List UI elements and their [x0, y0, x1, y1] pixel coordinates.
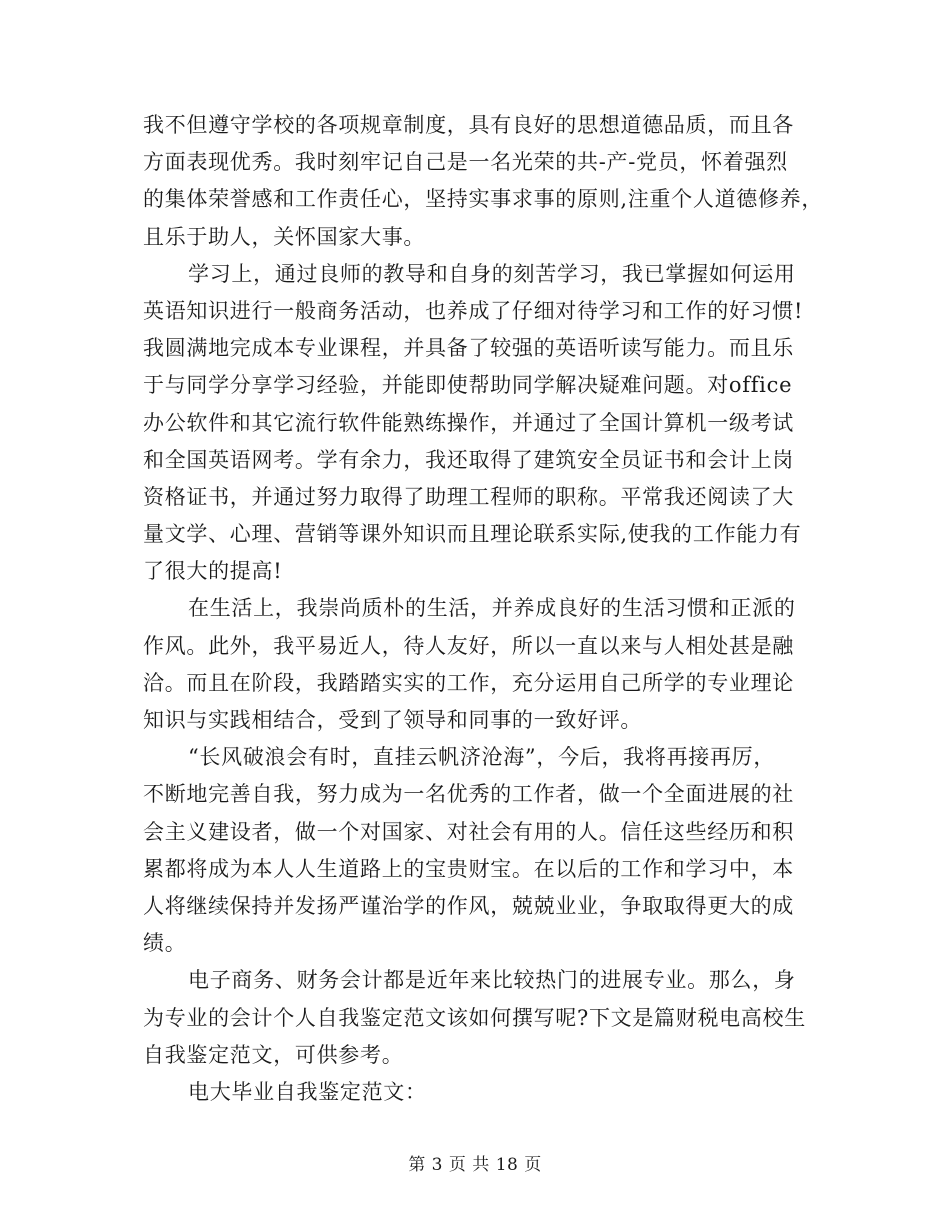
document-body — [143, 107, 843, 1111]
paragraph-life — [143, 590, 843, 739]
paragraph-future — [143, 739, 843, 962]
text-line: 了很大的提高! — [143, 559, 283, 584]
text-line: 英语知识进行一般商务活动，也养成了仔细对待学习和工作的好习惯! — [143, 298, 804, 323]
paragraph-intro — [143, 962, 843, 1074]
text-line: 人将继续保持并发扬严谨治学的作风，兢兢业业，争取取得更大的成 — [143, 893, 794, 918]
text-line: 我不但遵守学校的各项规章制度，具有良好的思想道德品质，而且各 — [143, 113, 794, 137]
text-line: 在生活上，我崇尚质朴的生活，并养成良好的生活习惯和正派的 — [188, 596, 796, 621]
text-line: 不断地完善自我，努力成为一名优秀的工作者，做一个全面进展的社 — [143, 782, 794, 807]
text-line: 为专业的会计个人自我鉴定范文该如何撰写呢?下文是篇财税电高校生 — [143, 1005, 806, 1030]
text-line: 绩。 — [143, 931, 187, 956]
text-line: 学习上，通过良师的教导和自身的刻苦学习，我已掌握如何运用 — [188, 261, 796, 286]
text-line: 量文学、心理、营销等课外知识而且理论联系实际,使我的工作能力有 — [143, 522, 802, 547]
text-line: 的集体荣誉感和工作责任心，坚持实事求事的原则,注重个人道德修养， — [143, 187, 824, 212]
text-line: 办公软件和其它流行软件能熟练操作，并通过了全国计算机一级考试 — [143, 410, 794, 435]
page-number-footer: 第 3 页 共 18 页 — [408, 1155, 542, 1175]
text-line: 资格证书，并通过努力取得了助理工程师的职称。平常我还阅读了大 — [143, 484, 794, 509]
text-line: 我圆满地完成本专业课程，并具备了较强的英语听读写能力。而且乐 — [143, 336, 794, 361]
text-line: 电子商务、财务会计都是近年来比较热门的进展专业。那么，身 — [188, 968, 796, 993]
text-line: “长风破浪会有时，直挂云帆济沧海”，今后，我将再接再厉， — [188, 745, 776, 770]
text-line: 作风。此外，我平易近人，待人友好，所以一直以来与人相处甚是融 — [143, 633, 794, 658]
text-line: 方面表现优秀。我时刻牢记自己是一名光荣的共-产-党员，怀着强烈 — [143, 150, 788, 175]
text-line: 洽。而且在阶段，我踏踏实实的工作，充分运用自己所学的专业理论 — [143, 670, 794, 695]
text-line: 和全国英语网考。学有余力，我还取得了建筑安全员证书和会计上岗 — [143, 447, 794, 472]
text-line: 且乐于助人，关怀国家大事。 — [143, 224, 426, 249]
text-line: 于与同学分享学习经验，并能即使帮助同学解决疑难问题。对office — [143, 373, 793, 398]
paragraph-heading — [143, 1074, 843, 1111]
section-heading: 电大毕业自我鉴定范文： — [188, 1079, 427, 1104]
paragraph-conduct — [143, 107, 843, 256]
text-line: 知识与实践相结合，受到了领导和同事的一致好评。 — [143, 708, 643, 732]
text-line: 自我鉴定范文，可供参考。 — [143, 1042, 404, 1067]
text-line: 会主义建设者，做一个对国家、对社会有用的人。信任这些经历和积 — [143, 819, 794, 844]
paragraph-study — [143, 256, 843, 591]
text-line: 累都将成为本人人生道路上的宝贵财宝。在以后的工作和学习中，本 — [143, 856, 794, 881]
